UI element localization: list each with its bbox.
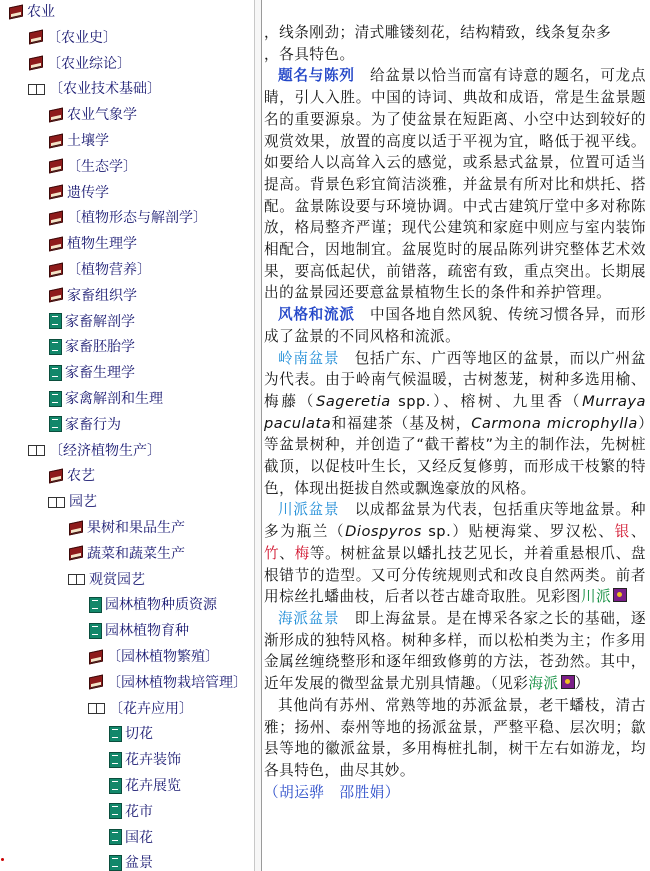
- section-lingnan: [264, 348, 646, 500]
- open-book-icon: [48, 495, 66, 508]
- open-book-icon: [28, 82, 46, 95]
- tree-node-label: 家畜行为: [65, 416, 121, 433]
- tree-node[interactable]: [88, 619, 189, 641]
- latin-name: Diospyros: [345, 523, 422, 541]
- tree-node-label: 〔农业史〕: [47, 29, 117, 46]
- page-icon: [48, 391, 62, 406]
- tree-node[interactable]: [48, 206, 207, 228]
- book-icon: [48, 211, 64, 224]
- tree-node[interactable]: [68, 568, 145, 590]
- page-icon: [88, 623, 102, 638]
- tree-node-label: 蔬菜和蔬菜生产: [87, 545, 185, 562]
- tree-node-label: 土壤学: [67, 133, 109, 149]
- tree-node-label: 农业气象学: [67, 107, 137, 124]
- tree-node-label: 农艺: [67, 468, 95, 485]
- tree-node[interactable]: [108, 851, 153, 871]
- article-content: [264, 22, 646, 803]
- section-heading: 风格和流派: [278, 306, 355, 324]
- tree-node[interactable]: [88, 645, 219, 667]
- tree-node[interactable]: [48, 103, 137, 125]
- page-icon: [108, 726, 122, 741]
- picture-icon[interactable]: [561, 675, 575, 689]
- picture-icon[interactable]: [613, 588, 627, 602]
- section-text: 包括广东、广西等地区的盆景，而以广州盆为代表。由于岭南气候温暖，古树葱茏，树种多选用榆、梅藤（: [264, 349, 646, 410]
- tree-node-label: 家畜解剖学: [65, 313, 135, 330]
- page-icon: [48, 339, 62, 354]
- tree-node[interactable]: [48, 258, 151, 280]
- tree-node-label: 〔农业技术基础〕: [49, 81, 161, 98]
- section-text: ）等盆景树种，并创造了“截干蓄枝”为主的制作法，先树桩截顶，以促枝叶生长，又经反复修剪，而形成干枝繁的特色，体现出挺拔自然或飘逸豪放的风格。: [264, 414, 646, 497]
- tree-node[interactable]: [68, 542, 185, 564]
- tree-node-label: 〔农业综论〕: [47, 55, 131, 72]
- tree-node[interactable]: [108, 748, 181, 770]
- book-icon: [48, 185, 64, 198]
- tree-node-label: 〔花卉应用〕: [109, 700, 193, 717]
- tree-node-label: 家畜组织学: [67, 287, 137, 304]
- tree-node-label: 国花: [125, 829, 153, 846]
- tree-node[interactable]: [48, 335, 135, 357]
- tree-node-label: 〔植物营养〕: [67, 262, 151, 278]
- tree-node-label: 观赏园艺: [89, 571, 145, 588]
- article-text: ，各具特色。: [264, 45, 355, 63]
- tree-node[interactable]: [68, 516, 185, 538]
- red-marker: [1, 858, 4, 861]
- tree-node[interactable]: [48, 129, 109, 151]
- section-styles-schools: [264, 304, 646, 347]
- tree-node-label: 花市: [125, 803, 153, 820]
- section-chuan: [264, 499, 646, 608]
- tree-node[interactable]: [48, 181, 109, 203]
- subsection-heading: 川派盆景: [278, 501, 340, 519]
- open-book-icon: [68, 572, 86, 585]
- section-title-display: [264, 65, 646, 304]
- latin-name: Murraya paculata: [264, 392, 646, 432]
- figure-link[interactable]: 川派: [580, 588, 612, 606]
- category-tree: [0, 0, 250, 871]
- tree-node[interactable]: [48, 490, 97, 512]
- page-icon: [108, 855, 122, 870]
- tree-node-label: 农业: [27, 4, 55, 20]
- section-others: [264, 695, 646, 782]
- page-icon: [48, 365, 62, 380]
- page-icon: [108, 752, 122, 767]
- tree-node-label: 植物生理学: [67, 236, 137, 253]
- book-icon: [48, 263, 64, 276]
- tree-node-label: 〔园林植物繁殖〕: [107, 649, 219, 665]
- tree-node-label: 〔植物形态与解剖学〕: [67, 210, 207, 227]
- tree-node-label: 遗传学: [67, 184, 109, 201]
- tree-node-label: 切花: [125, 726, 153, 743]
- tree-node[interactable]: [108, 722, 153, 744]
- tree-node[interactable]: [48, 361, 135, 383]
- section-text: 给盆景以恰当而富有诗意的题名，可龙点睛，引人入胜。中国的诗词、典故和成语，常是生盆景题名的重要源泉。为了使盆景在短距离、小空中达到较好的观赏效果，放置的高度以适于平视为宜，略低于视平线。如要给人以高耸入云的感觉，或系悬式盆景，位置可适当提高。背景色彩宜简洁淡雅，并盆景有所对比和烘托、搭配。盆景陈设要与环境协调。中式古建筑厅堂中多对称陈放，格局整齐严谨；现代公建筑和家庭中则应与室内装饰相配合，因地制宜。盆展览时的展品陈列讲究整体艺术效果，要高低起伏，前错落，疏密有致，重点突出。长期展出的盆景园还要意盆景植物生长的条件和养护管理。: [264, 67, 646, 302]
- tree-node[interactable]: [88, 593, 217, 615]
- author-line: （胡运骅 邵胜娟）: [264, 783, 400, 801]
- tree-node-label: 家禽解剖和生理: [65, 391, 163, 407]
- book-icon: [28, 56, 44, 69]
- tree-node[interactable]: [88, 697, 193, 719]
- latin-name: Sageretia: [316, 392, 391, 410]
- tree-node[interactable]: [108, 800, 153, 822]
- book-icon: [88, 675, 104, 688]
- open-book-icon: [28, 443, 46, 456]
- tree-node-label: 园林植物种质资源: [105, 597, 217, 614]
- book-icon: [48, 237, 64, 250]
- section-text: ）: [574, 675, 590, 693]
- separator: 、: [630, 523, 646, 541]
- tree-node[interactable]: [48, 232, 137, 254]
- tree-node[interactable]: [108, 826, 153, 848]
- book-icon: [28, 30, 44, 43]
- article-text: ，线条刚劲；清式雕镂刻花，结构精致，线条复杂多: [264, 24, 612, 41]
- section-hai: [264, 608, 646, 695]
- tree-node[interactable]: [108, 774, 181, 796]
- tree-node[interactable]: [8, 0, 55, 22]
- book-icon: [48, 469, 64, 482]
- tree-node-label: 家畜胚胎学: [65, 339, 135, 356]
- tree-node-label: 果树和果品生产: [87, 520, 185, 536]
- tree-node[interactable]: [48, 464, 95, 486]
- tree-node-label: 园艺: [69, 494, 97, 511]
- book-icon: [48, 159, 64, 172]
- book-icon: [48, 108, 64, 121]
- tree-node[interactable]: [48, 413, 121, 435]
- term-link[interactable]: 梅: [294, 544, 310, 562]
- page-icon: [48, 313, 62, 328]
- pane-splitter[interactable]: [254, 0, 262, 871]
- separator: 、: [279, 544, 295, 562]
- section-heading: 题名与陈列: [278, 67, 355, 85]
- section-text: sp.）贴梗海棠、罗汉松、: [421, 523, 615, 541]
- tree-node[interactable]: [48, 310, 135, 332]
- section-text: 其他尚有苏州、常熟等地的苏派盆景，老干蟠枝，清古雅；扬州、泰州等地的扬派盆景，严整平稳、层次明；歙县等地的徽派盆景，多用梅桩扎制，树干左右如游龙，均各具特色，曲尽其妙。: [264, 696, 646, 779]
- section-text: 等。树桩盆景以蟠扎技艺见长，并着重悬根爪、盘根错节的造型。又可分传统规则式和改良自然两类。前者用棕丝扎蟠曲枝，后者以苍古雄奇取胜。见彩图: [264, 544, 646, 606]
- tree-node-label: 〔生态学〕: [67, 158, 137, 175]
- tree-node-label: 家畜生理学: [65, 365, 135, 382]
- subsection-heading: 岭南盆景: [278, 349, 340, 367]
- section-text: 即上海盆景。是在博采各家之长的基础，逐渐形成的独特风格。树种多样，而以松柏类为主；作多用金属丝缠绕整形和逐年细致修剪的方法，苍劲然。其中，近年发展的微型盆景尤别具情趣。（见彩: [264, 609, 646, 693]
- book-icon: [88, 650, 104, 663]
- book-icon: [48, 288, 64, 301]
- book-icon: [8, 5, 24, 18]
- page-icon: [48, 416, 62, 431]
- tree-node-label: 盆景: [125, 855, 153, 871]
- latin-name: Carmona microphylla: [471, 414, 638, 432]
- page-icon: [108, 803, 122, 818]
- section-text: 以成都盆景为代表，包括重庆等地盆景。种多为瓶兰（: [264, 501, 646, 541]
- tree-node[interactable]: [28, 439, 161, 461]
- term-link[interactable]: 竹: [264, 544, 280, 562]
- tree-node[interactable]: [48, 155, 137, 177]
- article-paragraph-continuation: [264, 22, 646, 65]
- section-text: 和福建茶（基及树，: [331, 414, 472, 432]
- open-book-icon: [88, 701, 106, 714]
- book-icon: [68, 521, 84, 534]
- tree-node[interactable]: [88, 671, 247, 693]
- section-text: 中国各地自然风貌、传统习惯各异，而形成了盆景的不同风格和流派。: [264, 306, 646, 345]
- subsection-heading: 海派盆景: [278, 609, 340, 627]
- book-icon: [68, 546, 84, 559]
- tree-node[interactable]: [28, 26, 117, 48]
- tree-node-label: 花卉装饰: [125, 752, 181, 769]
- page-icon: [108, 778, 122, 793]
- figure-link[interactable]: 海派: [528, 675, 559, 693]
- section-text: spp.）、榕树、九里香（: [390, 392, 583, 410]
- term-link[interactable]: 银: [614, 523, 631, 541]
- tree-node-label: 花卉展览: [125, 778, 181, 794]
- tree-node[interactable]: [48, 387, 163, 409]
- tree-node[interactable]: [28, 77, 161, 99]
- page-icon: [108, 829, 122, 844]
- page-icon: [88, 597, 102, 612]
- tree-node[interactable]: [48, 284, 137, 306]
- tree-node-label: 园林植物育种: [105, 623, 189, 640]
- tree-node-label: 〔经济植物生产〕: [49, 442, 161, 459]
- tree-node-label: 〔园林植物栽培管理〕: [107, 674, 247, 691]
- book-icon: [48, 134, 64, 147]
- tree-node[interactable]: [28, 52, 131, 74]
